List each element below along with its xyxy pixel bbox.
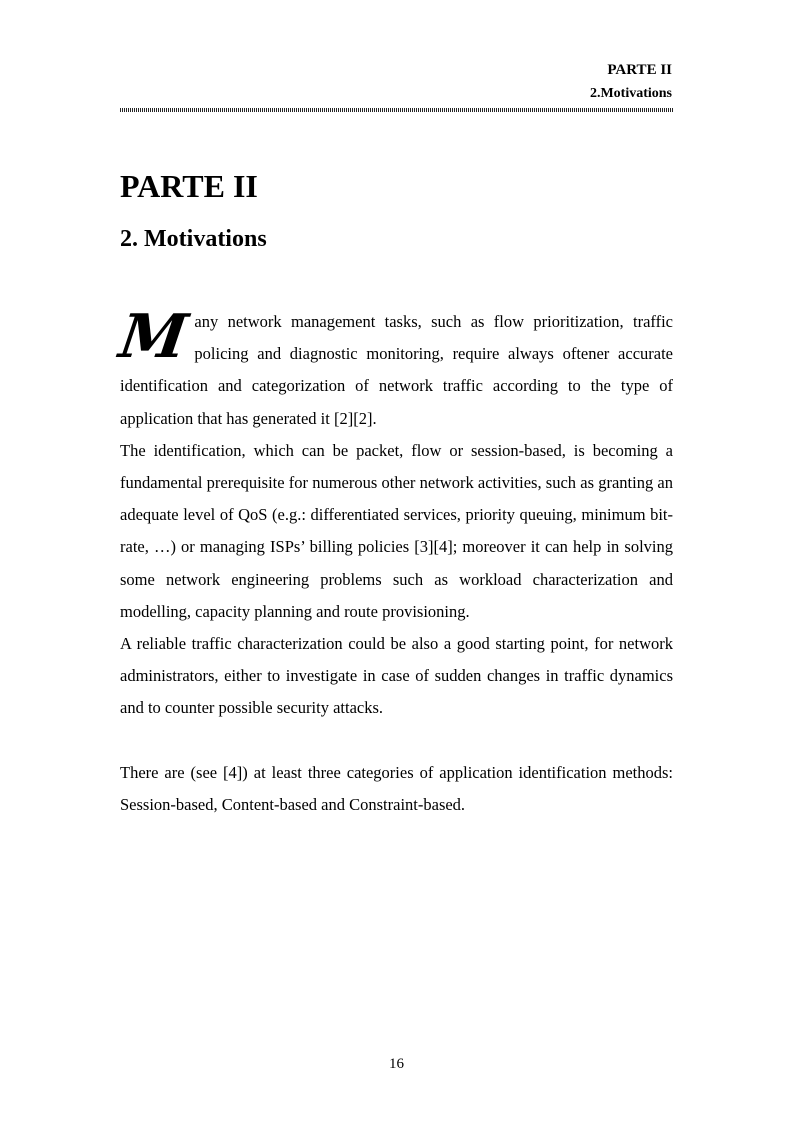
paragraph-2: The identification, which can be packet, flow or session-based, is becoming a fundamental prerequisite for numerous other network activities, such as granting an adequate level of QoS (e.g.: differentiated services, priority queuing, minimum bit-rate, …) or managing ISPs’ billing policies [3][4]; moreover it can help in solving some network engineering problems such as workload characterization and modelling, capacity planning and route provisioning. <box>120 440 673 621</box>
header-part-label: PARTE II <box>607 62 672 78</box>
header-rule <box>120 108 673 112</box>
header-section-label: 2.Motivations <box>589 86 672 101</box>
section-title: 2. Motivations <box>120 226 267 252</box>
part-title: PARTE II <box>120 168 258 204</box>
drop-cap: M <box>115 302 190 372</box>
body-text <box>115 302 673 821</box>
paragraph-1-text: any network management tasks, such as flow prioritization, traffic policing and diagnostic monitoring, require always oftener accurate identification and categorization of network traffic according to the type of application that has generated it [2][2]. <box>120 312 673 428</box>
paragraph-spacer <box>120 725 673 757</box>
paragraph-4: There are (see [4]) at least three categories of application identification methods: Session-based, Content-based and Constraint-based. <box>120 762 673 814</box>
paragraph-intro <box>115 302 673 435</box>
page-number: 16 <box>389 1056 404 1072</box>
running-header <box>590 56 672 108</box>
paragraph-3: A reliable traffic characterization could be also a good starting point, for network administrators, either to investigate in case of sudden changes in traffic dynamics and to counter possible security attacks. <box>120 634 673 718</box>
